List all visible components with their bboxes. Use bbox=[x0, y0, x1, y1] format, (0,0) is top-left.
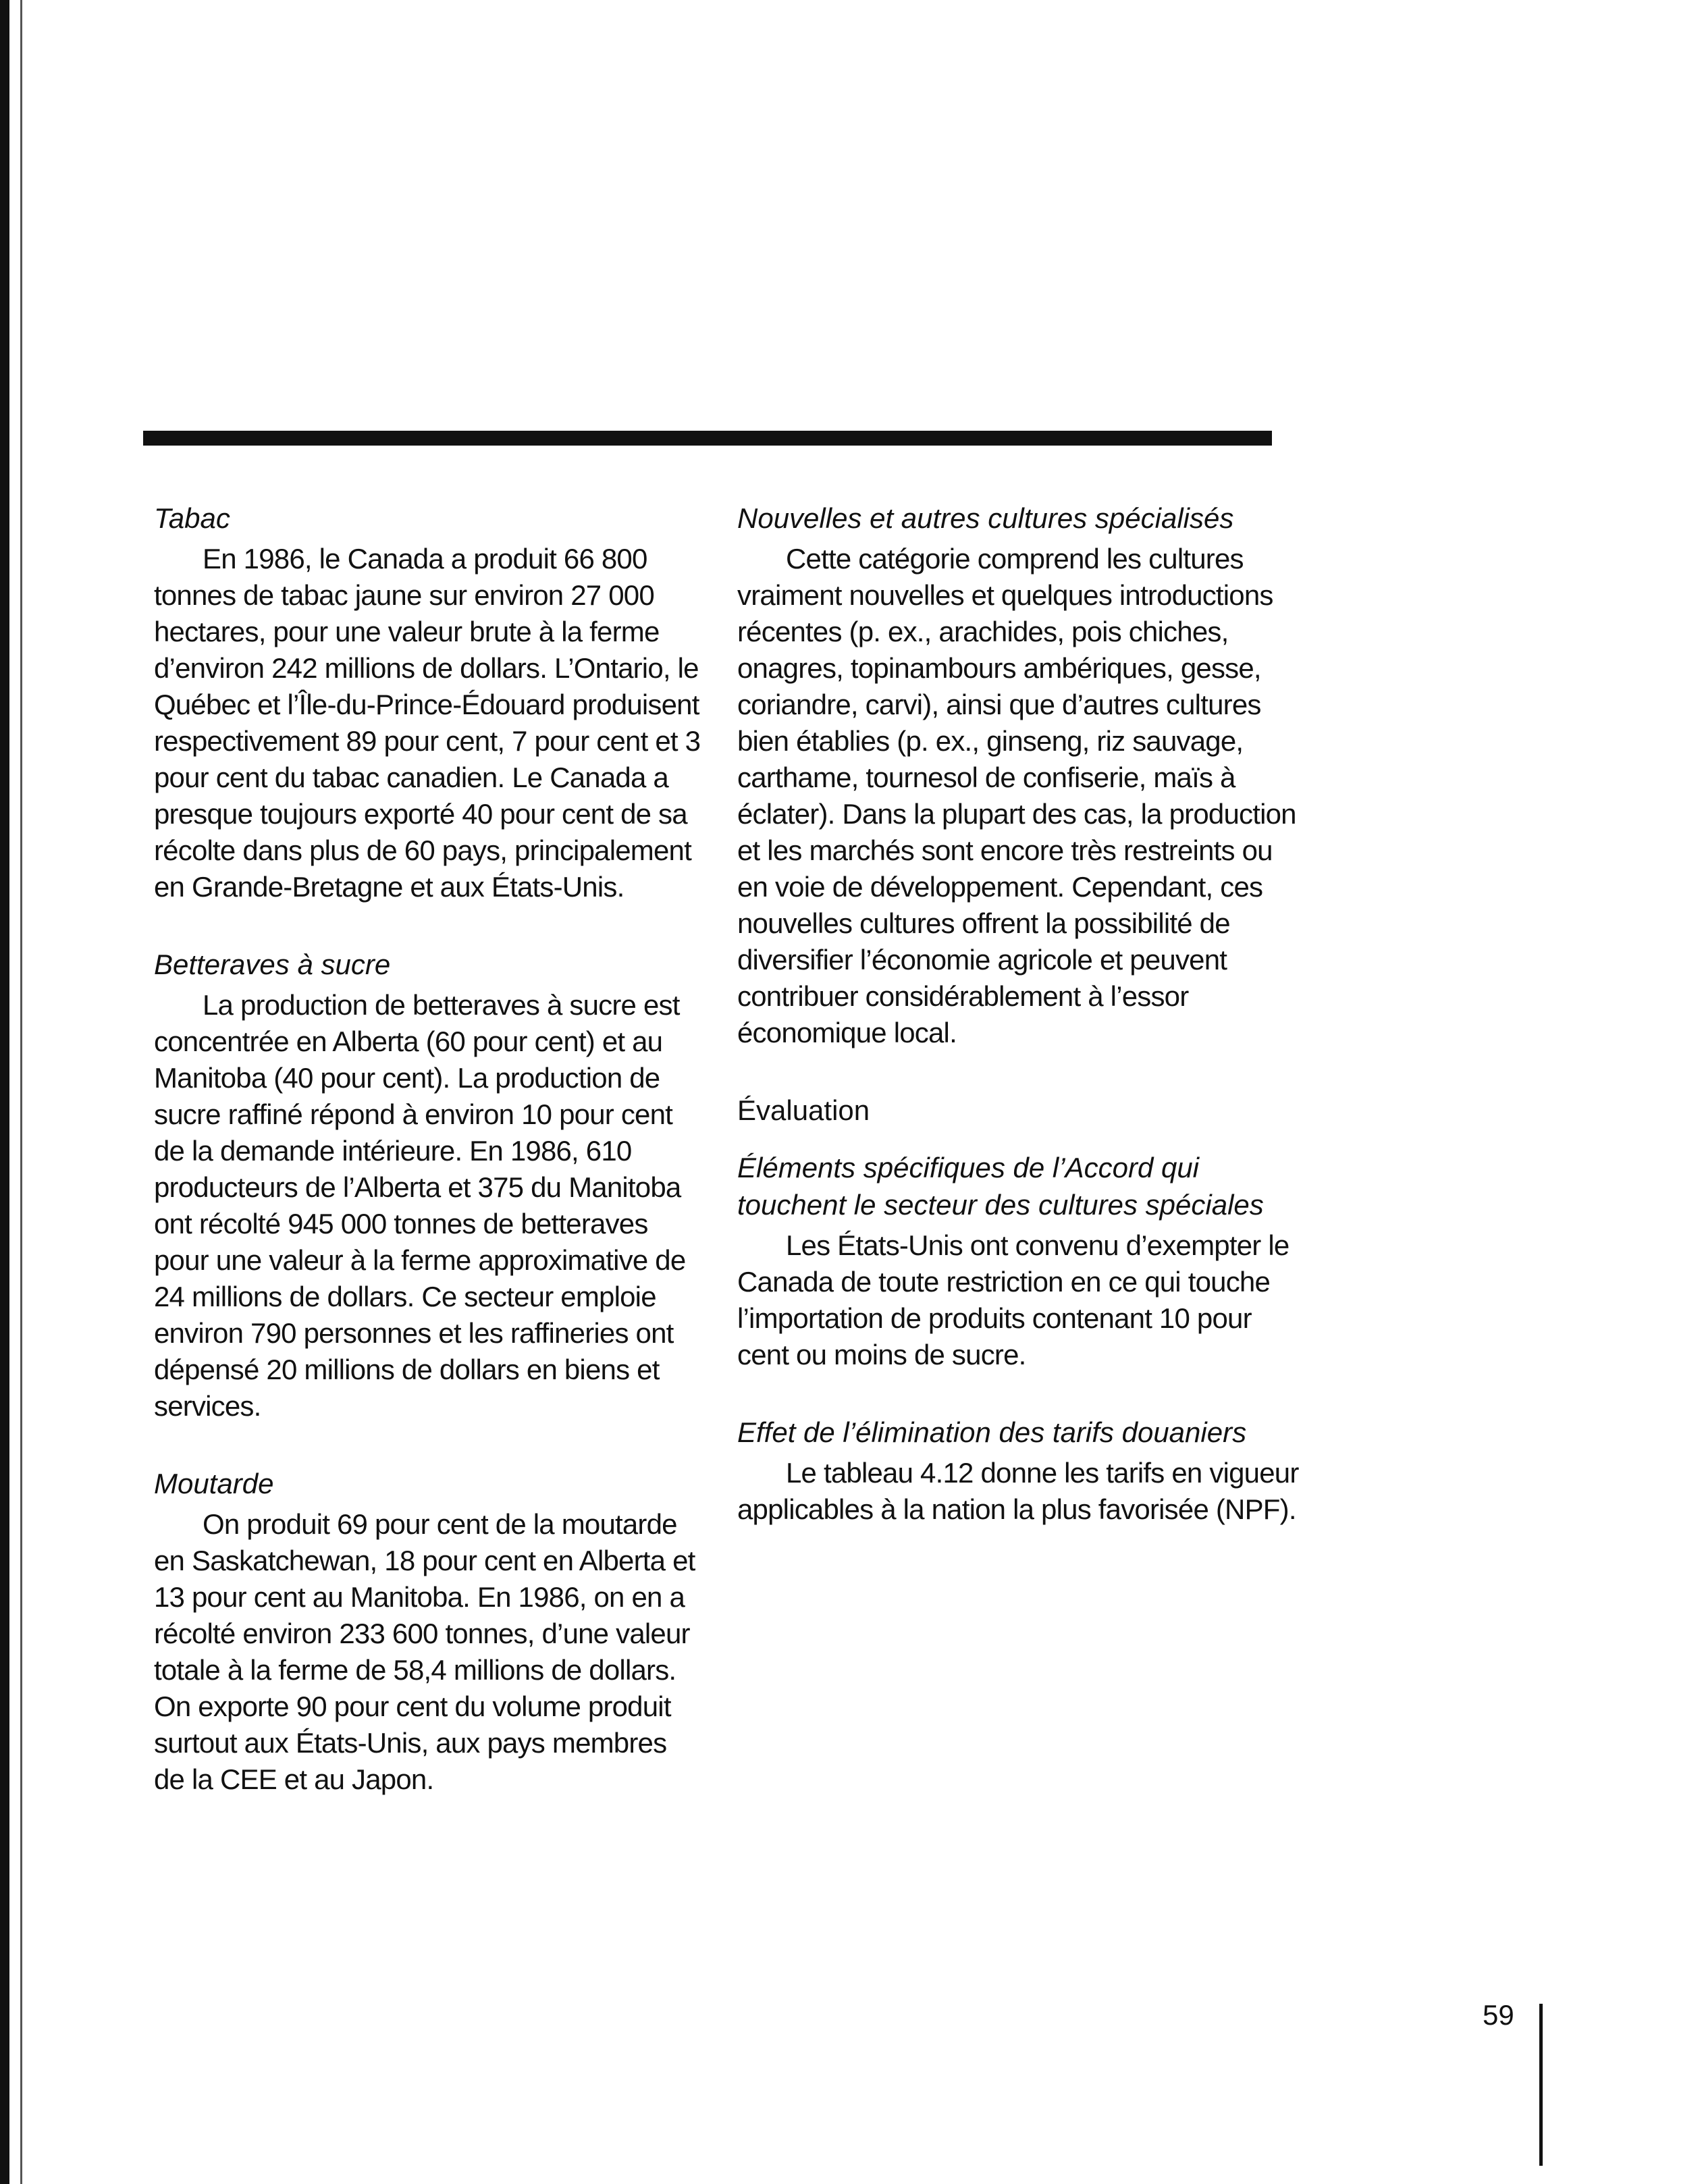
section-nouvelles bbox=[737, 500, 1304, 1051]
paragraph-betteraves: La production de betteraves à sucre est concentrée en Alberta (60 pour cent) et au Manitoba (40 pour cent). La production de sucre raffiné répond à environ 10 pour cent de la demande intérieure. En 1986, 610 producteurs de l’Alberta et 375 du Manitoba ont récolté 945 000 tonnes de betteraves pour une valeur à la ferme approximative de 24 millions de dollars. Ce secteur emploie environ 790 personnes et les raffineries ont dépensé 20 millions de dollars en biens et services. bbox=[154, 989, 686, 1422]
paragraph-tabac: En 1986, le Canada a produit 66 800 tonnes de tabac jaune sur environ 27 000 hectares, pour une valeur brute à la ferme d’environ 242 millions de dollars. L’Ontario, le Québec et l’Île-du-Prince-Édouard produisent respectivement 89 pour cent, 7 pour cent et 3 pour cent du tabac canadien. Le Canada a presque toujours exporté 40 pour cent de sa récolte dans plus de 60 pays, principalement en Grande-Bretagne et aux États-Unis. bbox=[154, 543, 701, 903]
right-column bbox=[737, 500, 1304, 1568]
section-moutarde bbox=[154, 1465, 701, 1798]
heading-tabac: Tabac bbox=[154, 502, 230, 534]
page-number: 59 bbox=[1483, 1999, 1514, 2031]
heading-evaluation: Évaluation bbox=[737, 1094, 870, 1126]
binding-edge-line bbox=[20, 0, 22, 2184]
section-betteraves bbox=[154, 946, 701, 1424]
section-evaluation bbox=[737, 1092, 1304, 1129]
heading-moutarde: Moutarde bbox=[154, 1468, 274, 1499]
section-effet bbox=[737, 1414, 1304, 1528]
heading-effet: Effet de l’élimination des tarifs douaniers bbox=[737, 1416, 1247, 1448]
paragraph-effet: Le tableau 4.12 donne les tarifs en vigueur applicables à la nation la plus favorisée (NPF). bbox=[737, 1457, 1299, 1525]
heading-nouvelles: Nouvelles et autres cultures spécialisés bbox=[737, 502, 1234, 534]
top-rule bbox=[143, 431, 1272, 446]
paragraph-moutarde: On produit 69 pour cent de la moutarde en Saskatchewan, 18 pour cent en Alberta et 13 pour cent au Manitoba. En 1986, on en a récolté environ 233 600 tonnes, d’une valeur totale à la ferme de 58,4 millions de dollars. On exporte 90 pour cent du volume produit surtout aux États-Unis, aux pays membres de la CEE et au Japon. bbox=[154, 1508, 695, 1795]
heading-elements: Éléments spécifiques de l’Accord qui touchent le secteur des cultures spéciales bbox=[737, 1152, 1264, 1221]
binding-edge bbox=[0, 0, 9, 2184]
section-elements bbox=[737, 1149, 1304, 1373]
page-number-rule bbox=[1539, 2004, 1543, 2166]
paragraph-nouvelles: Cette catégorie comprend les cultures vraiment nouvelles et quelques introductions récentes (p. ex., arachides, pois chiches, onagres, topinambours ambériques, gesse, coriandre, carvi), ainsi que d’autres cultures bien établies (p. ex., ginseng, riz sauvage, carthame, tournesol de confiserie, maïs à éclater). Dans la plupart des cas, la production et les marchés sont encore très restreints ou en voie de développement. Cependant, ces nouvelles cultures offrent la possibilité de diversifier l’économie agricole et peuvent contribuer considérablement à l’essor économique local. bbox=[737, 543, 1296, 1048]
heading-betteraves: Betteraves à sucre bbox=[154, 949, 391, 980]
left-column bbox=[154, 500, 701, 1838]
paragraph-elements: Les États-Unis ont convenu d’exempter le Canada de toute restriction en ce qui touche l’importation de produits contenant 10 pour cent ou moins de sucre. bbox=[737, 1229, 1289, 1370]
section-tabac bbox=[154, 500, 701, 905]
